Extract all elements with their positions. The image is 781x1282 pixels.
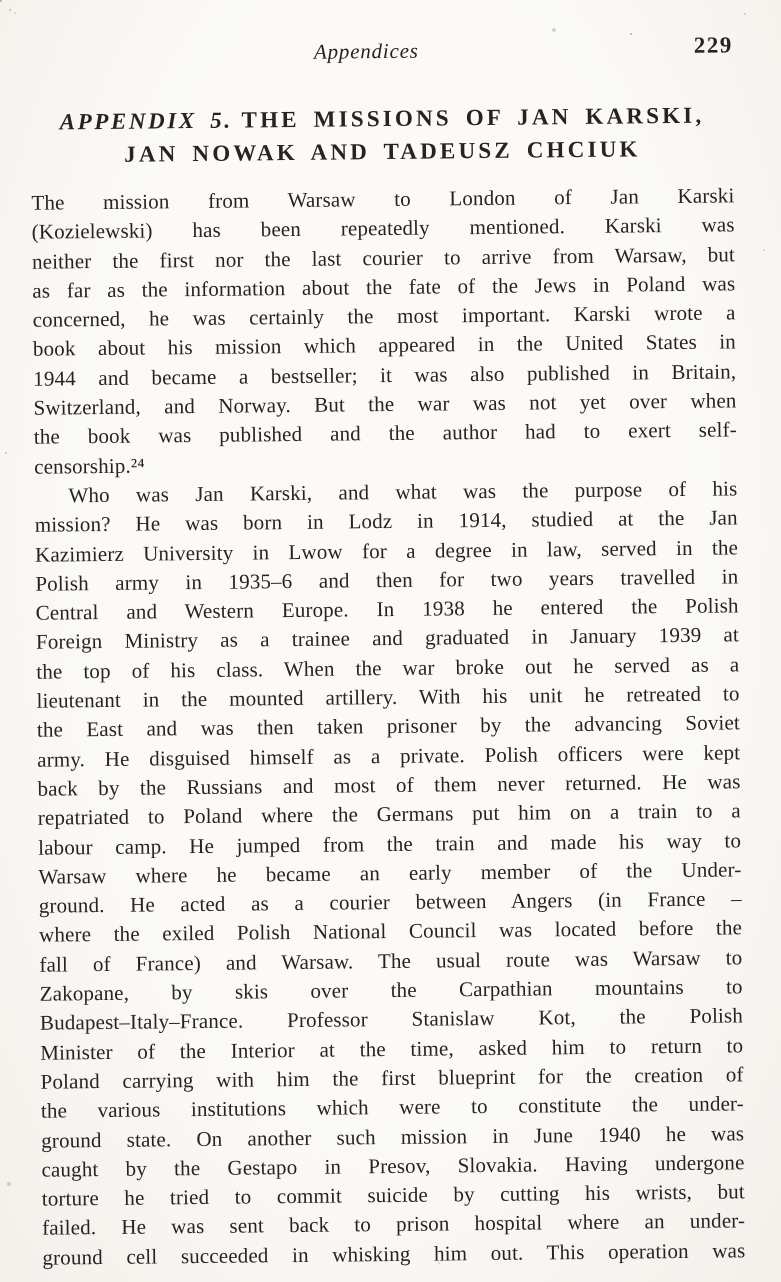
text-line: as far as the information about the fate of the Jews in Poland was — [32, 271, 736, 303]
text-line: (Kozielewski) has been repeatedly mentioned. Karski was — [31, 212, 735, 245]
text-line: Zakopane, by skis over the Carpathian mountains to — [39, 974, 743, 1006]
text-line: ground state. On another such mission in June 1940 he was — [41, 1120, 745, 1153]
text-line: caught by the Gestapo in Presov, Slovakia. Having undergone — [41, 1150, 745, 1182]
text-line: ground. He acted as a courier between Angers (in France – — [38, 886, 742, 918]
text-line: repatriated to Poland where the Germans put him on a train to a — [37, 798, 741, 830]
text-line: fall of France) and Warsaw. The usual route was Warsaw to — [39, 945, 743, 977]
running-header-title: Appendices — [313, 38, 419, 64]
paragraph — [31, 181, 737, 481]
appendix-title-text: THE MISSIONS OF JAN KARSKI, — [241, 102, 705, 133]
text-line: back by the Russians and most of them never returned. He was — [37, 769, 741, 801]
running-header — [30, 34, 733, 67]
text-line: failed. He was sent back to prison hospital where an under- — [42, 1208, 746, 1241]
body-text — [31, 181, 745, 1272]
paragraph — [34, 474, 745, 1272]
page-number: 229 — [693, 32, 733, 58]
text-line: concerned, he was certainly the most important. Karski wrote a — [32, 300, 736, 332]
text-line: Warsaw where he became an early member of the Under- — [38, 857, 742, 889]
text-line: ground cell succeeded in whisking him out. This operation was — [42, 1238, 746, 1270]
text-line: the East and was then taken prisoner by the advancing Soviet — [36, 710, 741, 743]
text-line: the various institutions which were to constitute the under- — [40, 1091, 744, 1123]
appendix-title-line2: JAN NOWAK AND TADEUSZ CHCIUK — [124, 136, 641, 167]
text-line: Poland carrying with him the first blueprint for the creation of — [40, 1062, 744, 1094]
text-line: army. He disguised himself as a private. Polish officers were kept — [37, 739, 741, 772]
text-line: Switzerland, and Norway. But the war was not yet over when — [33, 388, 737, 420]
appendix-title — [30, 98, 734, 171]
text-line: 1944 and became a bestseller; it was also published in Britain, — [33, 359, 737, 391]
text-line: Who was Jan Karski, and what was the purpose of his — [68, 476, 738, 508]
text-line: Polish army in 1935–6 and then for two years travelled in — [35, 564, 739, 596]
text-line: the book was published and the author had to exert self- — [33, 417, 737, 450]
text-line: lieutenant in the mounted artillery. With his unit he retreated to — [36, 681, 740, 713]
text-line: Central and Western Europe. In 1938 he entered the Polish — [35, 593, 739, 625]
text-line: Minister of the Interior at the time, asked him to return to — [40, 1032, 744, 1065]
text-line: The mission from Warsaw to London of Jan Karski — [31, 183, 735, 215]
text-line: the top of his class. When the war broke out he served as a — [36, 652, 740, 684]
text-line: book about his mission which appeared in the United States in — [32, 329, 737, 362]
text-line: neither the first nor the last courier to arrive from Warsaw, but — [31, 241, 736, 274]
text-line: Budapest–Italy–France. Professor Stanislaw Kot, the Polish — [39, 1003, 744, 1036]
text-line: mission? He was born in Lodz in 1914, studied at the Jan — [34, 505, 738, 537]
text-line: Foreign Ministry as a trainee and graduated in January 1939 at — [35, 622, 740, 655]
text-line: labour camp. He jumped from the train and made his way to — [38, 827, 742, 860]
text-line: where the exiled Polish National Council was located before the — [38, 915, 743, 948]
text-line: torture he tried to commit suicide by cutting his wrists, but — [41, 1179, 745, 1211]
appendix-number-label: APPENDIX 5. — [59, 107, 233, 135]
text-line: Kazimierz University in Lwow for a degree in law, served in the — [34, 534, 739, 567]
text-line: censorship.²⁴ — [34, 453, 145, 479]
scan-dust-marks — [0, 0, 2, 2]
